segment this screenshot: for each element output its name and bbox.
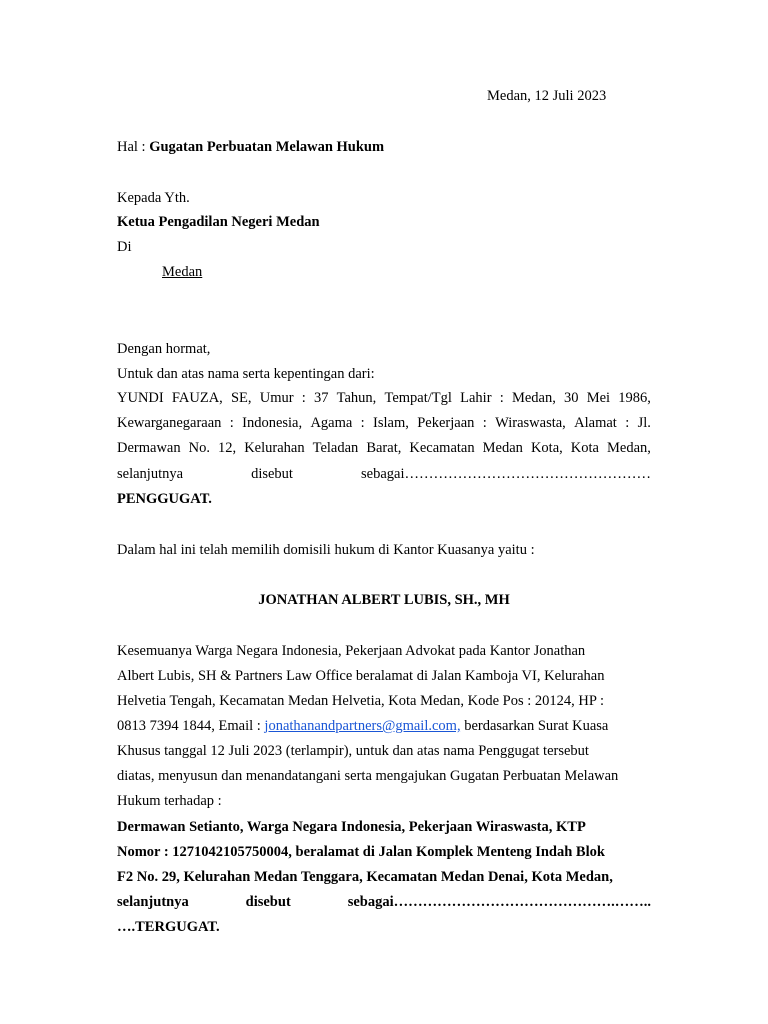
- defendant-line-4: selanjutnya disebut sebagai……………………………………….……..: [117, 894, 651, 910]
- email-link[interactable]: jonathanandpartners@gmail.com,: [264, 718, 461, 734]
- subject-prefix: Hal :: [117, 139, 150, 155]
- lawyer-line-5: Khusus tanggal 12 Juli 2023 (terlampir), untuk dan atas nama Penggugat tersebut: [117, 743, 589, 759]
- di-line: Di: [117, 239, 132, 255]
- greeting: Dengan hormat,: [117, 341, 211, 357]
- plaintiff-line-4: selanjutnya disebut sebagai……………………………………………: [117, 466, 651, 482]
- place-date: Medan, 12 Juli 2023: [487, 88, 607, 104]
- lawyer-line-7: Hukum terhadap :: [117, 793, 222, 809]
- subject-title: Gugatan Perbuatan Melawan Hukum: [149, 139, 385, 155]
- plaintiff-line-2: Kewarganegaraan : Indonesia, Agama : Islam, Pekerjaan : Wiraswasta, Alamat : Jl.: [117, 415, 651, 431]
- plaintiff-line-1: YUNDI FAUZA, SE, Umur : 37 Tahun, Tempat/Tgl Lahir : Medan, 30 Mei 1986,: [117, 390, 651, 406]
- on-behalf: Untuk dan atas nama serta kepentingan dari:: [117, 366, 375, 382]
- lawyer-line-6: diatas, menyusun dan menandatangani serta mengajukan Gugatan Perbuatan Melawan: [117, 768, 619, 784]
- domicile-line: Dalam hal ini telah memilih domisili hukum di Kantor Kuasanya yaitu :: [117, 542, 535, 558]
- recipient: Ketua Pengadilan Negeri Medan: [117, 214, 320, 230]
- to-line: Kepada Yth.: [117, 190, 190, 206]
- lawyer-line-3: Helvetia Tengah, Kecamatan Medan Helvetia, Kota Medan, Kode Pos : 20124, HP :: [117, 693, 605, 709]
- subject-line: [117, 138, 384, 156]
- plaintiff-line-3: Dermawan No. 12, Kelurahan Teladan Barat, Kecamatan Medan Kota, Kota Medan,: [117, 440, 651, 456]
- plaintiff-label: PENGGUGAT.: [117, 491, 212, 507]
- lawyer-line-4: 0813 7394 1844, Email : jonathanandpartners@gmail.com, berdasarkan Surat Kuasa: [117, 718, 609, 734]
- defendant-line-2: Nomor : 1271042105750004, beralamat di Jalan Komplek Menteng Indah Blok: [117, 844, 605, 860]
- defendant-label: ….TERGUGAT.: [117, 919, 220, 935]
- defendant-line-3: F2 No. 29, Kelurahan Medan Tenggara, Kecamatan Medan Denai, Kota Medan,: [117, 869, 613, 885]
- lawyer-line-2: Albert Lubis, SH & Partners Law Office beralamat di Jalan Kamboja VI, Kelurahan: [117, 668, 605, 684]
- lawyer-name: JONATHAN ALBERT LUBIS, SH., MH: [258, 592, 510, 608]
- defendant-line-1: Dermawan Setianto, Warga Negara Indonesia, Pekerjaan Wiraswasta, KTP: [117, 819, 586, 835]
- lawyer-line-1: Kesemuanya Warga Negara Indonesia, Pekerjaan Advokat pada Kantor Jonathan: [117, 643, 586, 659]
- city: Medan: [162, 264, 203, 280]
